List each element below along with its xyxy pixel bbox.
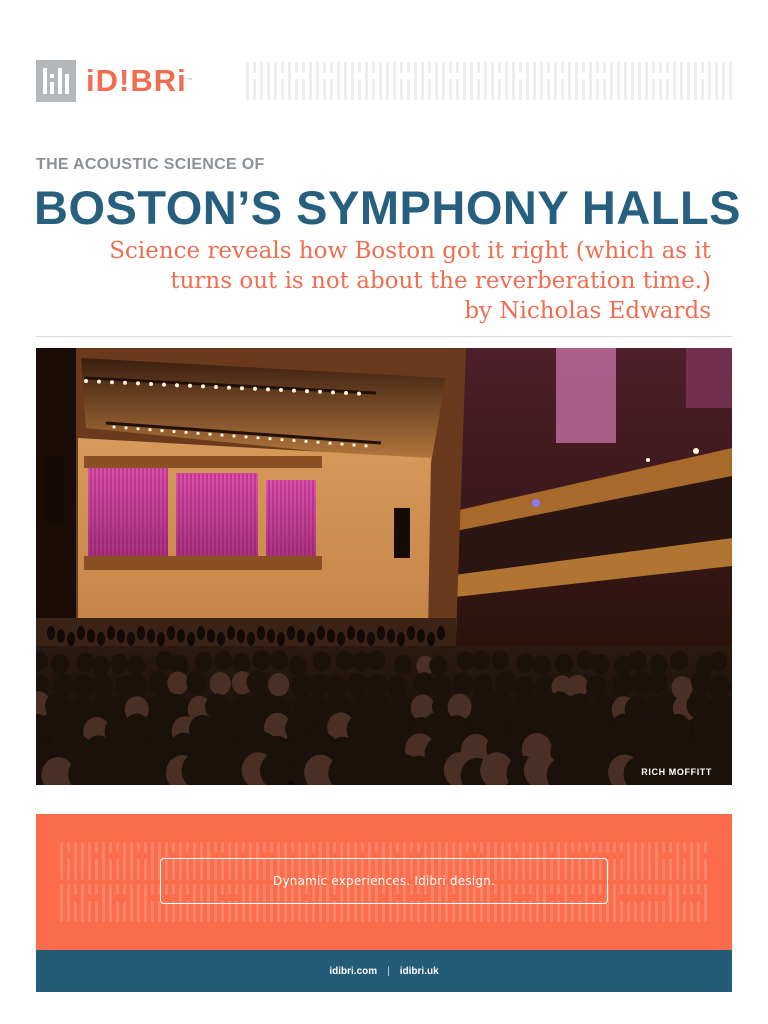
promo-tagline: Dynamic experiences. Idibri design.	[273, 874, 495, 888]
footer-bar	[36, 950, 732, 992]
article-kicker: THE ACOUSTIC SCIENCE OF	[36, 156, 265, 173]
promo-tagline-box[interactable]	[160, 858, 608, 904]
footer-link-idibri-com[interactable]: idibri.com	[329, 965, 378, 977]
symphony-hall-photo	[36, 348, 732, 785]
header-pattern	[246, 60, 732, 102]
article-subtitle	[11, 236, 711, 326]
subtitle-line: turns out is not about the reverberation time.)	[170, 268, 711, 294]
footer-link-idibri-uk[interactable]: idibri.uk	[399, 965, 439, 977]
logo-mark-icon	[36, 60, 76, 102]
subtitle-line: Science reveals how Boston got it right (which as it	[109, 238, 711, 264]
footer-separator: |	[387, 965, 390, 977]
idibri-logo[interactable]	[36, 60, 194, 102]
divider	[36, 336, 732, 337]
article-title: BOSTON’S SYMPHONY HALLS	[34, 181, 742, 234]
article-byline: by Nicholas Edwards	[464, 298, 711, 324]
photo-credit: RICH MOFFITT	[641, 767, 712, 777]
promo-banner	[36, 814, 732, 950]
logo-wordmark: iD!BRi™	[86, 63, 194, 98]
